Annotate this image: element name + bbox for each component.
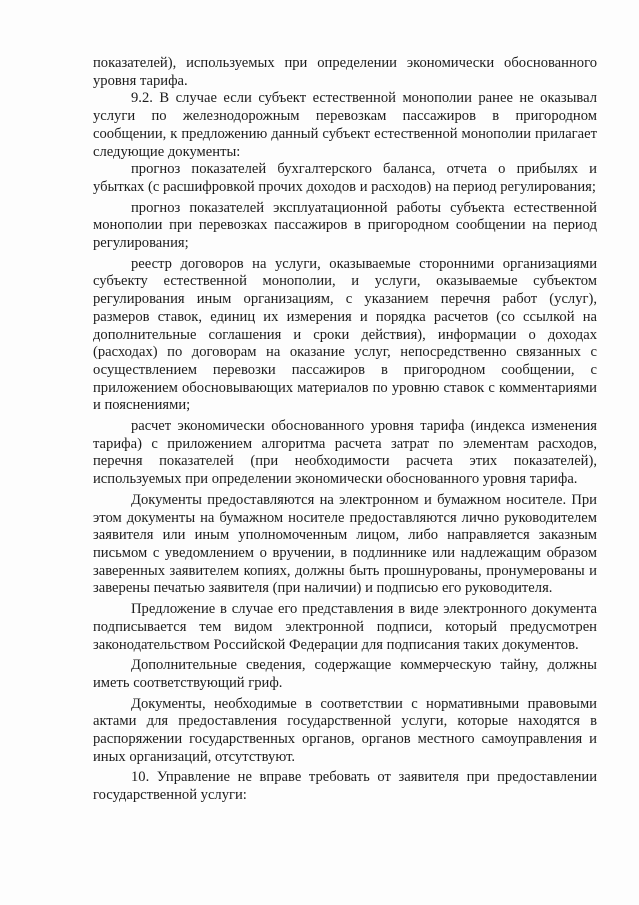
paragraph-continuation: показателей), используемых при определении экономически обоснованного уровня тарифа.: [93, 55, 597, 89]
list-item-contracts-register: реестр договоров на услуги, оказываемые сторонними организациями субъекту естественной монополии, и услуги, оказываемые субъектом регулирования иным организациям, с указанием перечня работ (услуг), размеров ставок, единиц их измерения и порядка расчетов (со ссылкой на дополнительные соглашения и сроки действия), информации о доходах (расходах) по договорам на оказание услуг, непосредственно связанных с осуществлением перевозки пассажиров в пригородном сообщении, с приложением обосновывающих материалов по уровню ставок с комментариями и пояснениями;: [93, 255, 597, 414]
list-item-tariff-calculation: расчет экономически обоснованного уровня тарифа (индекса изменения тарифа) с приложением алгоритма расчета затрат по элементам расходов, перечня показателей (при необходимости расчета этих показателей), используемых при определении экономически обоснованного уровня тарифа.: [93, 418, 597, 488]
paragraph-state-documents: Документы, необходимые в соответствии с нормативными правовыми актами для предоставления государственной услуги, которые находятся в распоряжении государственных органов, органов местного самоуправления и иных организаций, отсутствуют.: [93, 695, 597, 765]
list-item-operations-forecast: прогноз показателей эксплуатационной работы субъекта естественной монополии при перевозках пассажиров в пригородном сообщении на период регулирования;: [93, 199, 597, 252]
paragraph-commercial-secret: Дополнительные сведения, содержащие коммерческую тайну, должны иметь соответствующий гриф.: [93, 657, 597, 691]
document-body: [93, 55, 597, 805]
paragraph-document-submission: Документы предоставляются на электронном и бумажном носителе. При этом документы на бумажном носителе предоставляются лично руководителем заявителя или иным уполномоченным лицом, либо направляется заказным письмом с уведомлением о вручении, в подлиннике или надлежащим образом заверенных заявителем копиях, должны быть прошнурованы, пронумерованы и заверены печатью заявителя (при наличии) и подписью его руководителя.: [93, 491, 597, 597]
paragraph-electronic-signature: Предложение в случае его представления в виде электронного документа подписывается тем видом электронной подписи, который предусмотрен законодательством Российской Федерации для подписания таких документов.: [93, 601, 597, 653]
paragraph-9-2: 9.2. В случае если субъект естественной монополии ранее не оказывал услуги по железнодорожным перевозкам пассажиров в пригородном сообщении, к предложению данный субъект естественной монополии прилагает следующие документы:: [93, 90, 597, 160]
paragraph-10: 10. Управление не вправе требовать от заявителя при предоставлении государственной услуги:: [93, 769, 597, 804]
list-item-balance-forecast: прогноз показателей бухгалтерского баланса, отчета о прибылях и убытках (с расшифровкой прочих доходов и расходов) на период регулирования;: [93, 161, 597, 195]
